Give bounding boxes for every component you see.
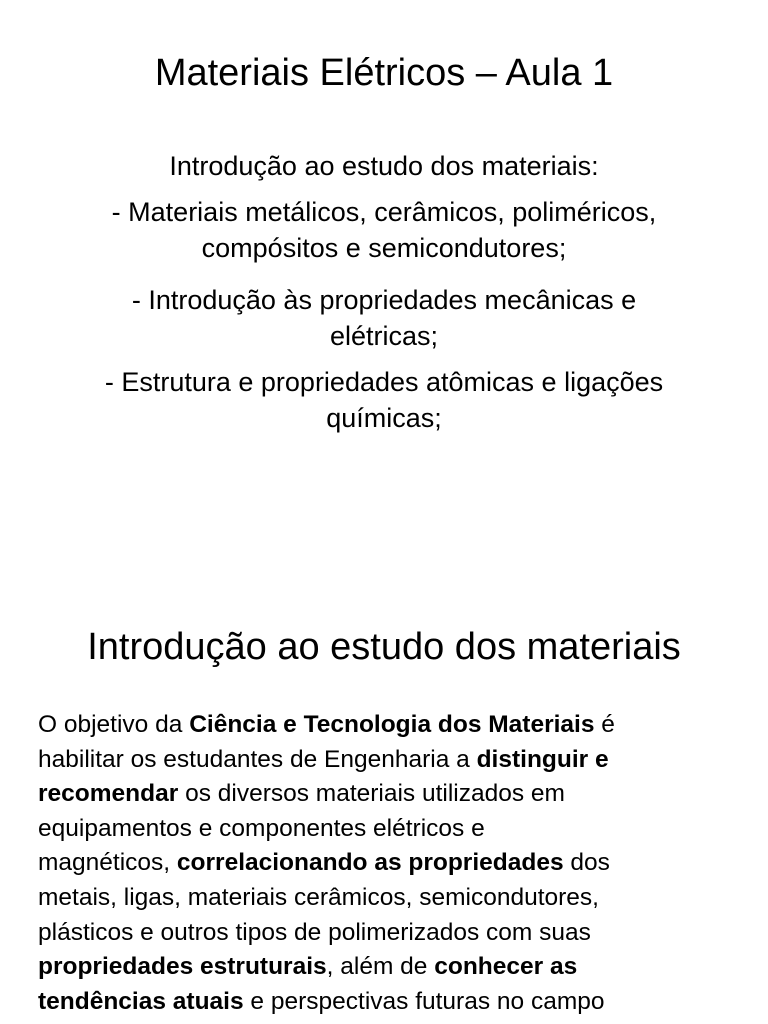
bullet-properties-line-1: - Introdução às propriedades mecânicas e bbox=[131, 285, 637, 315]
bullet-materials-line-1: - Materiais metálicos, cerâmicos, poliméricos, bbox=[111, 197, 657, 227]
slide-1-content bbox=[40, 148, 728, 452]
bold-text: distinguir e bbox=[476, 745, 609, 773]
bold-text: conhecer as bbox=[434, 953, 578, 981]
text-span: os diversos materiais utilizados em bbox=[178, 780, 565, 808]
bullet-materials bbox=[40, 194, 728, 266]
paragraph-line-2 bbox=[38, 743, 738, 778]
slide-2 bbox=[0, 580, 768, 1024]
bullet-properties-line-2: elétricas; bbox=[329, 321, 439, 351]
bullet-structure bbox=[40, 364, 728, 436]
paragraph-line-4: equipamentos e componentes elétricos e bbox=[38, 814, 485, 842]
bullet-properties bbox=[40, 282, 728, 354]
bold-text: correlacionando as propriedades bbox=[176, 849, 564, 877]
text-span: e perspectivas futuras no campo bbox=[243, 987, 605, 1015]
bold-text: recomendar bbox=[38, 780, 179, 808]
slide-2-paragraph bbox=[38, 708, 738, 1019]
paragraph-line-1 bbox=[38, 708, 738, 743]
text-span: O objetivo da bbox=[38, 711, 190, 738]
slide-1-title: Materiais Elétricos – Aula 1 bbox=[154, 52, 614, 94]
paragraph-line-6: metais, ligas, materiais cerâmicos, semicondutores, bbox=[38, 883, 599, 911]
paragraph-line-3 bbox=[38, 777, 738, 812]
paragraph-line-5 bbox=[38, 846, 738, 881]
text-span: dos bbox=[563, 849, 610, 877]
text-span: , além de bbox=[326, 953, 435, 981]
slide-2-title: Introdução ao estudo dos materiais bbox=[87, 626, 681, 668]
bold-text: tendências atuais bbox=[38, 987, 244, 1015]
paragraph-line-9 bbox=[38, 985, 738, 1020]
text-span: é bbox=[594, 711, 615, 738]
bullet-materials-line-2: compósitos e semicondutores; bbox=[201, 233, 567, 263]
bullet-structure-line-1: - Estrutura e propriedades atômicas e ligações bbox=[104, 367, 664, 397]
paragraph-line-7: plásticos e outros tipos de polimerizados com suas bbox=[38, 918, 591, 946]
bold-text: propriedades estruturais bbox=[38, 953, 327, 981]
intro-line: Introdução ao estudo dos materiais: bbox=[169, 151, 599, 181]
paragraph-line-8 bbox=[38, 950, 738, 985]
text-span: magnéticos, bbox=[38, 849, 177, 877]
text-span: habilitar os estudantes de Engenharia a bbox=[38, 745, 477, 773]
bold-text: Ciência e Tecnologia dos Materiais bbox=[189, 711, 595, 738]
bullet-structure-line-2: químicas; bbox=[326, 403, 442, 433]
